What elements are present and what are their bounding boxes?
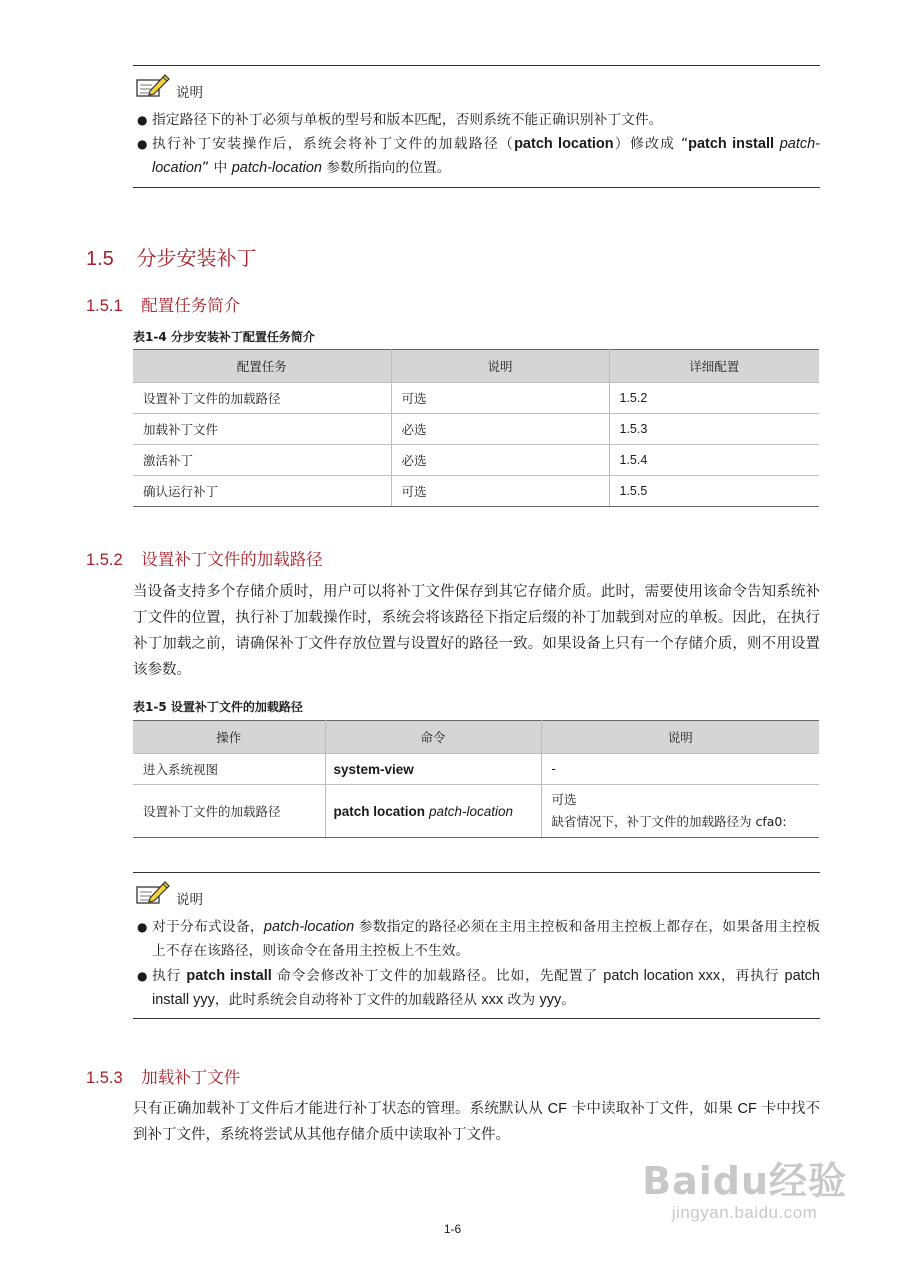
text-run: ，再执行 (720, 968, 785, 984)
section-title: 分步安装补丁 (136, 246, 257, 270)
table-row (133, 383, 819, 414)
command-keyword: patch location (333, 803, 426, 819)
note-pencil-icon (136, 879, 170, 909)
section-heading-1-5-2 (86, 546, 323, 570)
section-number: 1.5 (86, 248, 114, 270)
text-run: patch-location (263, 919, 355, 935)
note1-item-2-text (152, 132, 820, 180)
desc-cell: - (541, 754, 819, 785)
table-row (133, 414, 819, 445)
text-run: patch-location (231, 160, 322, 176)
text-run: patch install yyy (152, 968, 820, 1008)
text-run: ，此时系统会自动将补丁文件的加载路径从 (214, 992, 482, 1008)
section-number: 1.5.1 (86, 297, 123, 315)
section-title: 加载补丁文件 (141, 1068, 241, 1087)
watermark-brand: Baidu经验 (642, 1159, 847, 1203)
task-table (133, 349, 819, 507)
text-run: yyy (539, 992, 562, 1008)
note1-item-1-text (152, 108, 820, 132)
bullet-icon: ● (137, 920, 148, 934)
note1-item-2 (137, 132, 820, 180)
col-header: 说明 (391, 350, 609, 383)
section-paragraph: 当设备支持多个存储介质时，用户可以将补丁文件保存到其它存储介质。此时，需要使用该命令告知系统补丁文件的位置，执行补丁加载操作时，系统会将该路径下指定后缀的补丁加载到对应的单板。因此，在执行补丁加载之前，请确保补丁文件存放位置与设置好的路径一致。如果设备上只有一个存储介质，则不用设置该参数。 (133, 584, 820, 678)
note-top-rule (133, 65, 820, 66)
bullet-icon: ● (137, 969, 148, 983)
section-number: 1.5.3 (86, 1069, 123, 1087)
bullet-icon: ● (137, 113, 148, 127)
note-bottom-rule (133, 187, 820, 188)
desc-cell: 必选 (391, 414, 609, 445)
ref-cell: 1.5.3 (609, 414, 819, 445)
note2-item-2-text (152, 964, 820, 1012)
table-caption-1-5: 表1-5 设置补丁文件的加载路径 (133, 700, 303, 714)
note-bottom-rule (133, 1018, 820, 1019)
section-heading-1-5 (86, 242, 257, 271)
table-row (133, 754, 819, 785)
desc-cell: 可选 (391, 476, 609, 507)
command-argument: patch-location (429, 803, 514, 819)
note2-item-2 (137, 964, 820, 1012)
col-header: 详细配置 (609, 350, 819, 383)
operation-cell: 设置补丁文件的加载路径 (133, 785, 325, 838)
section-title: 设置补丁文件的加载路径 (141, 550, 323, 569)
text-run: CF (737, 1101, 757, 1117)
text-run: patch install (688, 136, 774, 152)
text-run: 执行补丁安装操作后，系统会将补丁文件的加载路径（ (152, 136, 515, 152)
table-row (133, 785, 819, 838)
col-header: 操作 (133, 721, 325, 754)
note-pencil-icon (136, 72, 170, 102)
note2-item-1 (137, 915, 820, 963)
text-run: 只有正确加载补丁文件后才能进行补丁状态的管理。系统默认从 (133, 1101, 548, 1117)
text-run: CF (547, 1101, 567, 1117)
note1-item-1 (137, 108, 820, 132)
ref-cell: 1.5.5 (609, 476, 819, 507)
note-header (136, 879, 203, 909)
text-run: 参数所指向的位置。 (321, 160, 451, 176)
operation-cell: 进入系统视图 (133, 754, 325, 785)
desc-cell (541, 785, 819, 838)
table-caption-1-4: 表1-4 分步安装补丁配置任务简介 (133, 330, 315, 344)
baidu-watermark (642, 1150, 847, 1223)
desc-cell: 可选 (391, 383, 609, 414)
text-run: ）修改成 “ (613, 136, 689, 152)
section-paragraph (133, 1096, 820, 1148)
desc-line: 可选 (551, 792, 577, 807)
note-header (136, 72, 203, 102)
text-run: 改为 (503, 992, 540, 1008)
page-number: 1-6 (443, 1222, 462, 1236)
command-table (133, 720, 819, 838)
note-top-rule (133, 872, 820, 873)
text-run: patch location (514, 136, 614, 152)
task-cell: 设置补丁文件的加载路径 (133, 383, 391, 414)
text-run: 卡中读取补丁文件，如果 (566, 1101, 738, 1117)
col-header: 配置任务 (133, 350, 391, 383)
text-run: 。 (561, 992, 576, 1008)
desc-cell: 必选 (391, 445, 609, 476)
text-run: xxx (481, 992, 504, 1008)
table-header-row (133, 350, 819, 383)
task-cell: 激活补丁 (133, 445, 391, 476)
table-row (133, 476, 819, 507)
task-cell: 确认运行补丁 (133, 476, 391, 507)
col-header: 命令 (325, 721, 541, 754)
text-run: 卡中找不到补丁文件，系统将尝试从其他存储介质中读取补丁文件。 (133, 1101, 821, 1143)
table-header-row (133, 721, 819, 754)
section-number: 1.5.2 (86, 551, 123, 569)
ref-cell: 1.5.4 (609, 445, 819, 476)
bullet-icon: ● (137, 137, 148, 151)
note2-item-1-text (152, 915, 820, 963)
task-cell: 加载补丁文件 (133, 414, 391, 445)
section-title: 配置任务简介 (141, 296, 241, 315)
note-label: 说明 (176, 85, 203, 101)
text-run: 执行 (152, 968, 187, 984)
text-run: patch-location (152, 136, 820, 176)
section-heading-1-5-1 (86, 292, 240, 316)
table-row (133, 445, 819, 476)
command-keyword: system-view (333, 761, 414, 777)
text-run: 对于分布式设备， (152, 919, 264, 935)
col-header: 说明 (541, 721, 819, 754)
watermark-url: jingyan.baidu.com (671, 1203, 818, 1222)
desc-line: 缺省情况下，补丁文件的加载路径为 cfa0: (551, 814, 787, 829)
ref-cell: 1.5.2 (609, 383, 819, 414)
section-heading-1-5-3 (86, 1064, 240, 1088)
text-run: patch location xxx (603, 968, 721, 984)
text-run: 指定路径下的补丁必须与单板的型号和版本匹配，否则系统不能正确识别补丁文件。 (152, 112, 663, 128)
note-label: 说明 (176, 892, 203, 908)
text-run: 命令会修改补丁文件的加载路径。比如，先配置了 (271, 968, 604, 984)
text-run: 参数指定的路径必须在主用主控板和备用主控板上都存在，如果备用主控板上不存在该路径，则该命令在备用主控板上不生效。 (152, 919, 820, 959)
command-cell (325, 754, 541, 785)
text-run: patch install (186, 968, 272, 984)
text-run: ” 中 (201, 160, 232, 176)
command-cell (325, 785, 541, 838)
